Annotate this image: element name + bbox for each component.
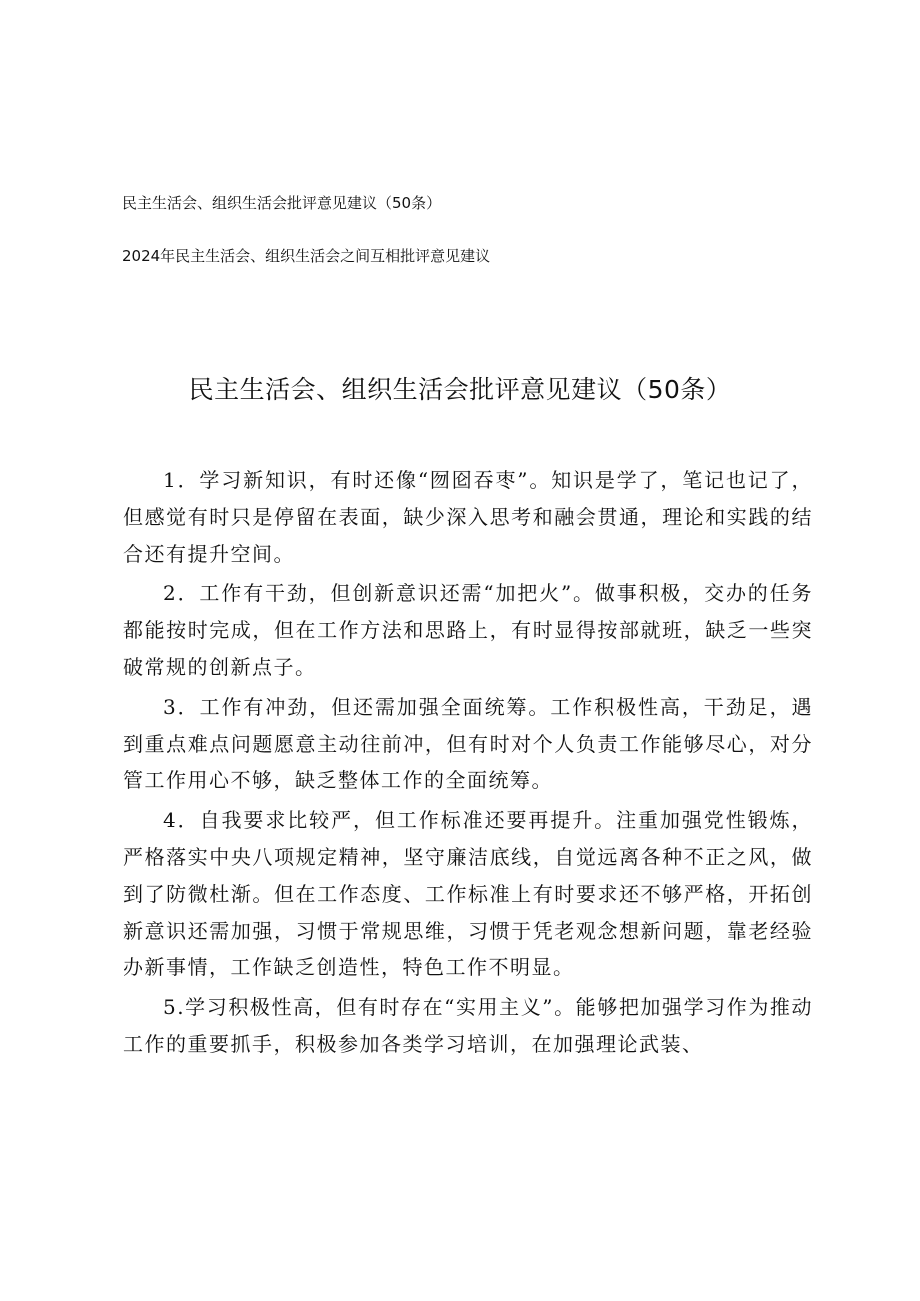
- paragraph-3: 3．工作有冲劲，但还需加强全面统筹。工作积极性高，干劲足，遇到重点难点问题愿意主动往前冲，但有时对个人负责工作能够尽心，对分管工作用心不够，缺乏整体工作的全面统筹。: [123, 694, 813, 793]
- document-body: [123, 462, 813, 1066]
- paragraph-2: 2．工作有干劲，但创新意识还需“加把火”。做事积极，交办的任务都能按时完成，但在工作方法和思路上，有时显得按部就班，缺乏一些突破常规的创新点子。: [123, 581, 813, 679]
- paragraph-4: 4．自我要求比较严，但工作标准还要再提升。注重加强党性锻炼，严格落实中央八项规定精神，坚守廉洁底线，自觉远离各种不正之风，做到了防微杜渐。但在工作态度、工作标准上有时要求还不够严格，开拓创新意识还需加强，习惯于常规思维，习惯于凭老观念想新问题，靠老经验办新事情，工作缺乏创造性，特色工作不明显。: [123, 808, 813, 980]
- paragraph-1: 1．学习新知识，有时还像“囫囵吞枣”。知识是学了，笔记也记了，但感觉有时只是停留在表面，缺少深入思考和融会贯通，理论和实践的结合还有提升空间。: [123, 468, 813, 566]
- paragraph-5: 5.学习积极性高，但有时存在“实用主义”。能够把加强学习作为推动工作的重要抓手，积极参加各类学习培训，在加强理论武装、: [123, 995, 813, 1056]
- document-title: 民主生活会、组织生活会批评意见建议（50条）: [188, 375, 732, 404]
- toc-line-2: 2024年民主生活会、组织生活会之间互相批评意见建议: [122, 247, 491, 265]
- toc-line-1: 民主生活会、组织生活会批评意见建议（50条）: [122, 194, 442, 212]
